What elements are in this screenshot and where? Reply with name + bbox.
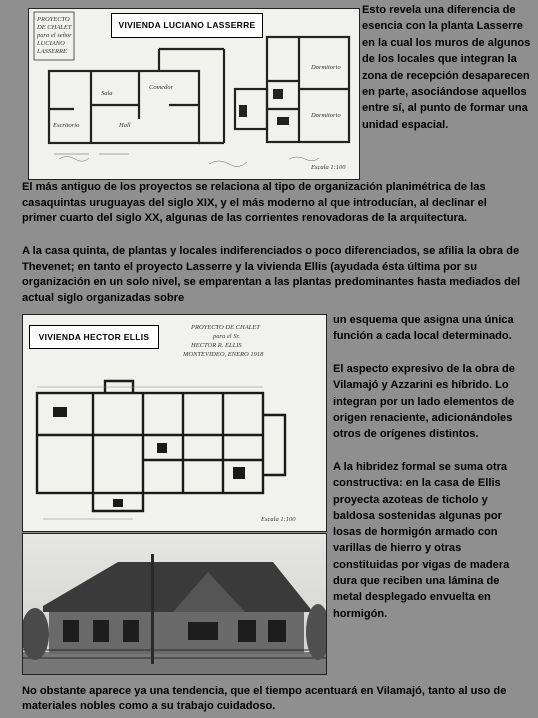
lasserre-label: VIVIENDA LUCIANO LASSERRE [111, 13, 263, 38]
stamp-line: LUCIANO [37, 40, 65, 47]
room-label: Hall [119, 122, 131, 129]
ellis-label: VIVIENDA HECTOR ELLIS [29, 325, 159, 349]
text-right-1: un esquema que asigna una única función a cada local determinado. [333, 314, 514, 343]
ellis-title-line: PROYECTO DE CHALET [191, 324, 260, 331]
ellis-title-line: MONTEVIDEO, ENERO 1918 [183, 351, 264, 358]
stamp-line: LASSERRE [37, 48, 67, 55]
text-bottom: No obstante aparece ya una tendencia, que el tiempo acentuará en Vilamajó, tanto al uso de materiales nobles como a su trabajo cuidadoso. [22, 685, 507, 713]
text-paragraph-1: El más antiguo de los proyectos se relaciona al tipo de organización planimétrica de las casaquintas uruguayas del siglo XIX, y el más moderno al que introducían, al declinar el primer cuarto del siglo XX, algunas de las corrientes renovadoras de la arquitectura. [22, 181, 487, 225]
stamp-line: DE CHALET [37, 24, 72, 31]
room-label: Comedor [149, 84, 174, 91]
room-label: Dormitorio [311, 112, 341, 119]
house-photo-drawing [23, 534, 326, 674]
text-right-top: Esto revela una diferencia de esencia con la planta Lasserre en la cual los muros de algunos de los locales que integran la zona de recepción desaparecen en parte, asociándose aquellos entre sí, al punto de formar una unidad espacial. [362, 4, 531, 131]
room-label: Escritorio [53, 122, 80, 129]
text-right-3: A la hibridez formal se suma otra constructiva: en la casa de Ellis proyecta azoteas de ticholo y baldosa sostenidas algunas por losas de hormigón armado con varillas de hierro y otras constituidas por vigas de madera dura que reciben una lámina de metal desplegado envuelta en hormigón. [333, 461, 510, 620]
lasserre-floor-plan-image [28, 8, 360, 180]
scale-label: Escala 1:100 [311, 164, 346, 171]
text-right-2: El aspecto expresivo de la obra de Vilamajó y Azzarini es híbrido. Lo integran por un lado elementos de origen renaciente, adicionándoles otros de orígenes distintos. [333, 363, 515, 441]
ellis-title-line: para el Sr. [213, 333, 240, 340]
stamp-line: PROYECTO [37, 16, 70, 23]
room-label: Dormitorio [311, 64, 341, 71]
ellis-title-line: HECTOR R. ELLIS [191, 342, 242, 349]
ellis-house-photo [22, 533, 327, 675]
stamp-line: para el señor [37, 32, 72, 39]
room-label: Sala [101, 90, 113, 97]
text-paragraph-2: A la casa quinta, de plantas y locales indiferenciados o poco diferenciados, se afilia la obra de Thevenet; en tanto el proyecto Lasserre y la vivienda Ellis (ayudada ésta última por su organización en un solo nivel, se emparentan a las plantas predominantes hasta mediados del actual siglo organizadas sobre [22, 245, 521, 304]
scale-label: Escala 1:100 [261, 516, 296, 523]
ellis-floor-plan-image [22, 314, 327, 532]
